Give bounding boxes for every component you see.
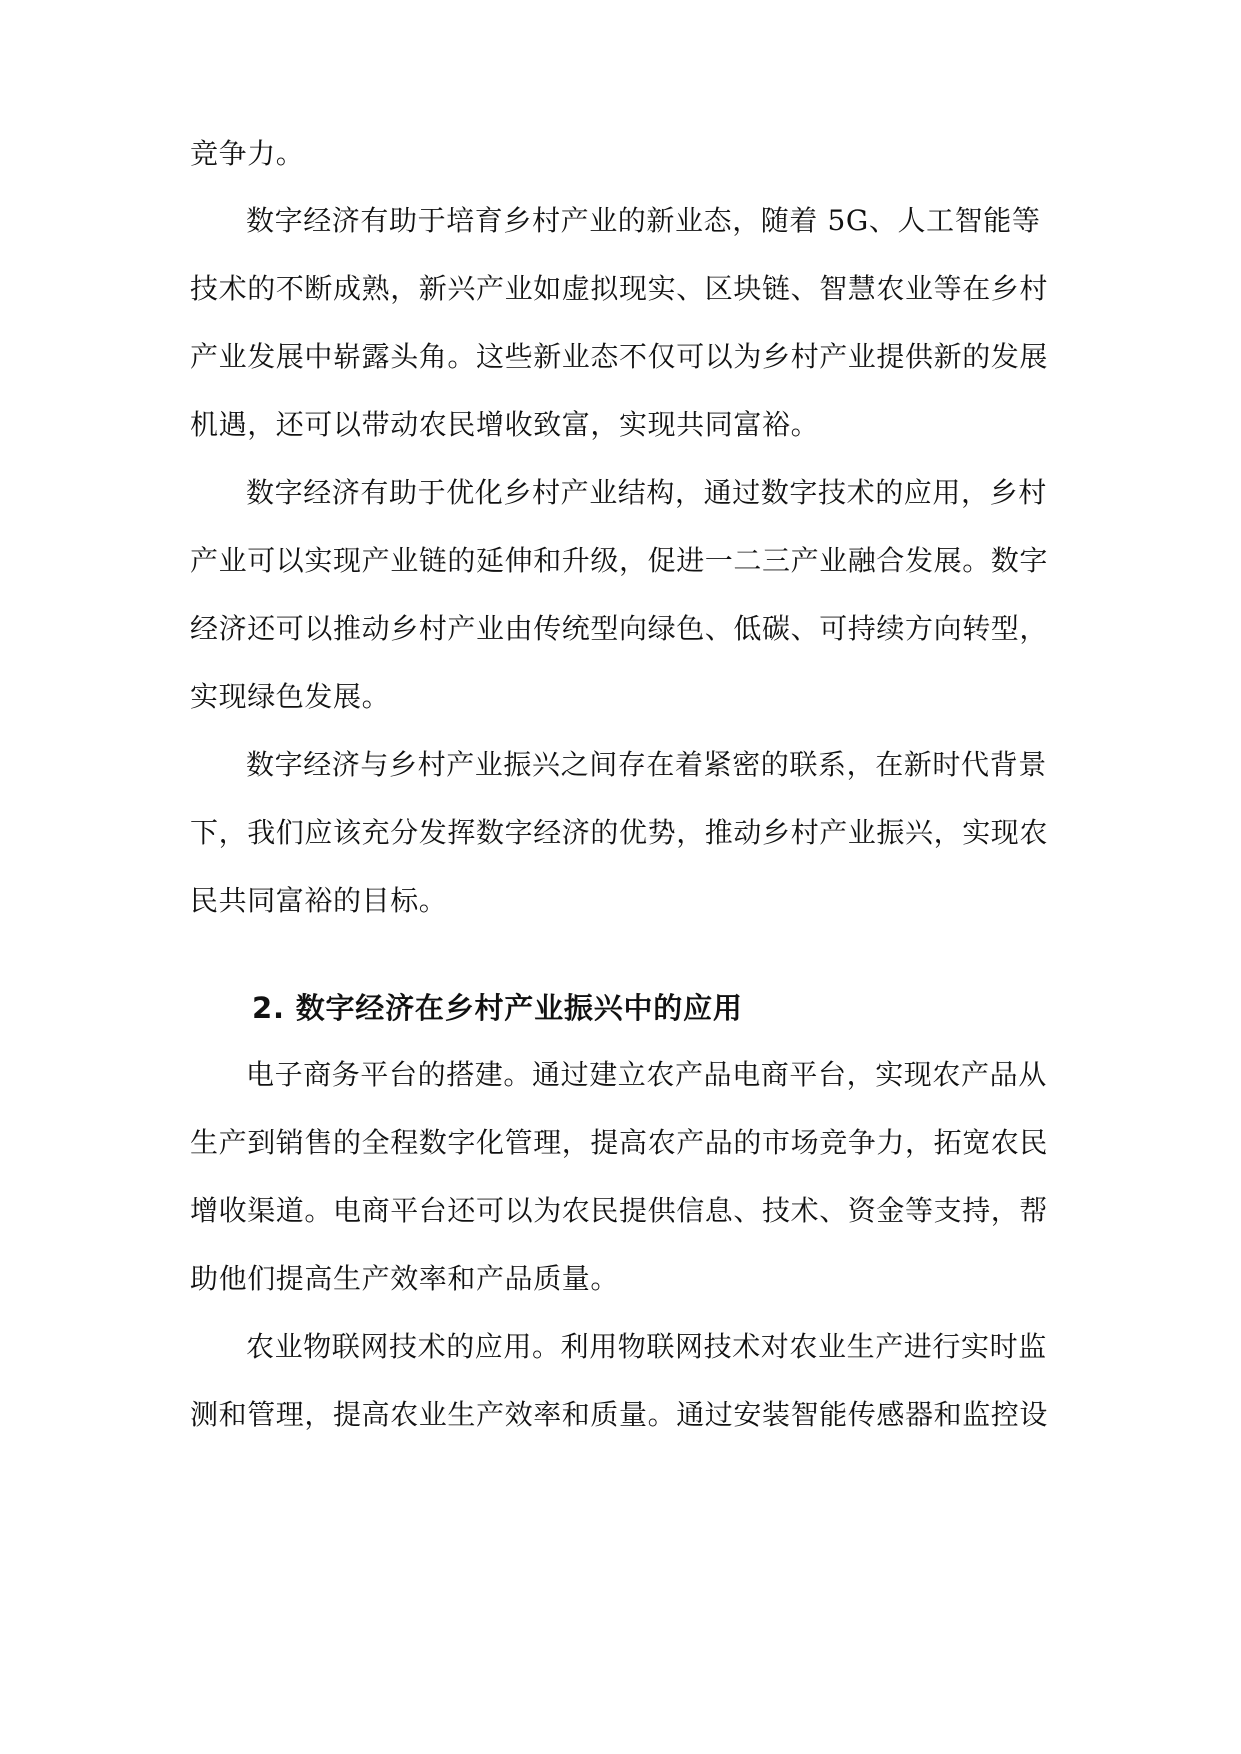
text-line: 产业发展中崭露头角。这些新业态不仅可以为乡村产业提供新的发展 (190, 340, 1049, 373)
text-line: 机遇，还可以带动农民增收致富，实现共同富裕。 (190, 408, 820, 441)
text-line: 电子商务平台的搭建。通过建立农产品电商平台，实现农产品从 (246, 1058, 1047, 1091)
text-line: 生产到销售的全程数字化管理，提高农产品的市场竞争力，拓宽农民 (190, 1126, 1049, 1159)
text-line: 数字经济有助于培育乡村产业的新业态，随着 5G、人工智能等 (246, 204, 1041, 237)
text-line: 数字经济与乡村产业振兴之间存在着紧密的联系，在新时代背景 (246, 748, 1047, 781)
text-line: 助他们提高生产效率和产品质量。 (190, 1262, 620, 1295)
text-line: 测和管理，提高农业生产效率和质量。通过安装智能传感器和监控设 (190, 1398, 1049, 1431)
text-line: 下，我们应该充分发挥数字经济的优势，推动乡村产业振兴，实现农 (190, 816, 1049, 849)
text-line: 数字经济有助于优化乡村产业结构，通过数字技术的应用，乡村 (246, 476, 1047, 509)
text-line: 经济还可以推动乡村产业由传统型向绿色、低碳、可持续方向转型， (190, 612, 1049, 645)
section-heading: 2. 数字经济在乡村产业振兴中的应用 (252, 991, 743, 1025)
text-line: 实现绿色发展。 (190, 680, 391, 713)
text-line: 产业可以实现产业链的延伸和升级，促进一二三产业融合发展。数字 (190, 544, 1049, 577)
text-line: 竞争力。 (190, 137, 305, 170)
text-line: 增收渠道。电商平台还可以为农民提供信息、技术、资金等支持，帮 (190, 1194, 1049, 1227)
text-line: 民共同富裕的目标。 (190, 884, 448, 917)
text-line: 农业物联网技术的应用。利用物联网技术对农业生产进行实时监 (246, 1330, 1047, 1363)
text-line: 技术的不断成熟，新兴产业如虚拟现实、区块链、智慧农业等在乡村 (190, 272, 1049, 305)
document-page (190, 0, 1058, 1754)
